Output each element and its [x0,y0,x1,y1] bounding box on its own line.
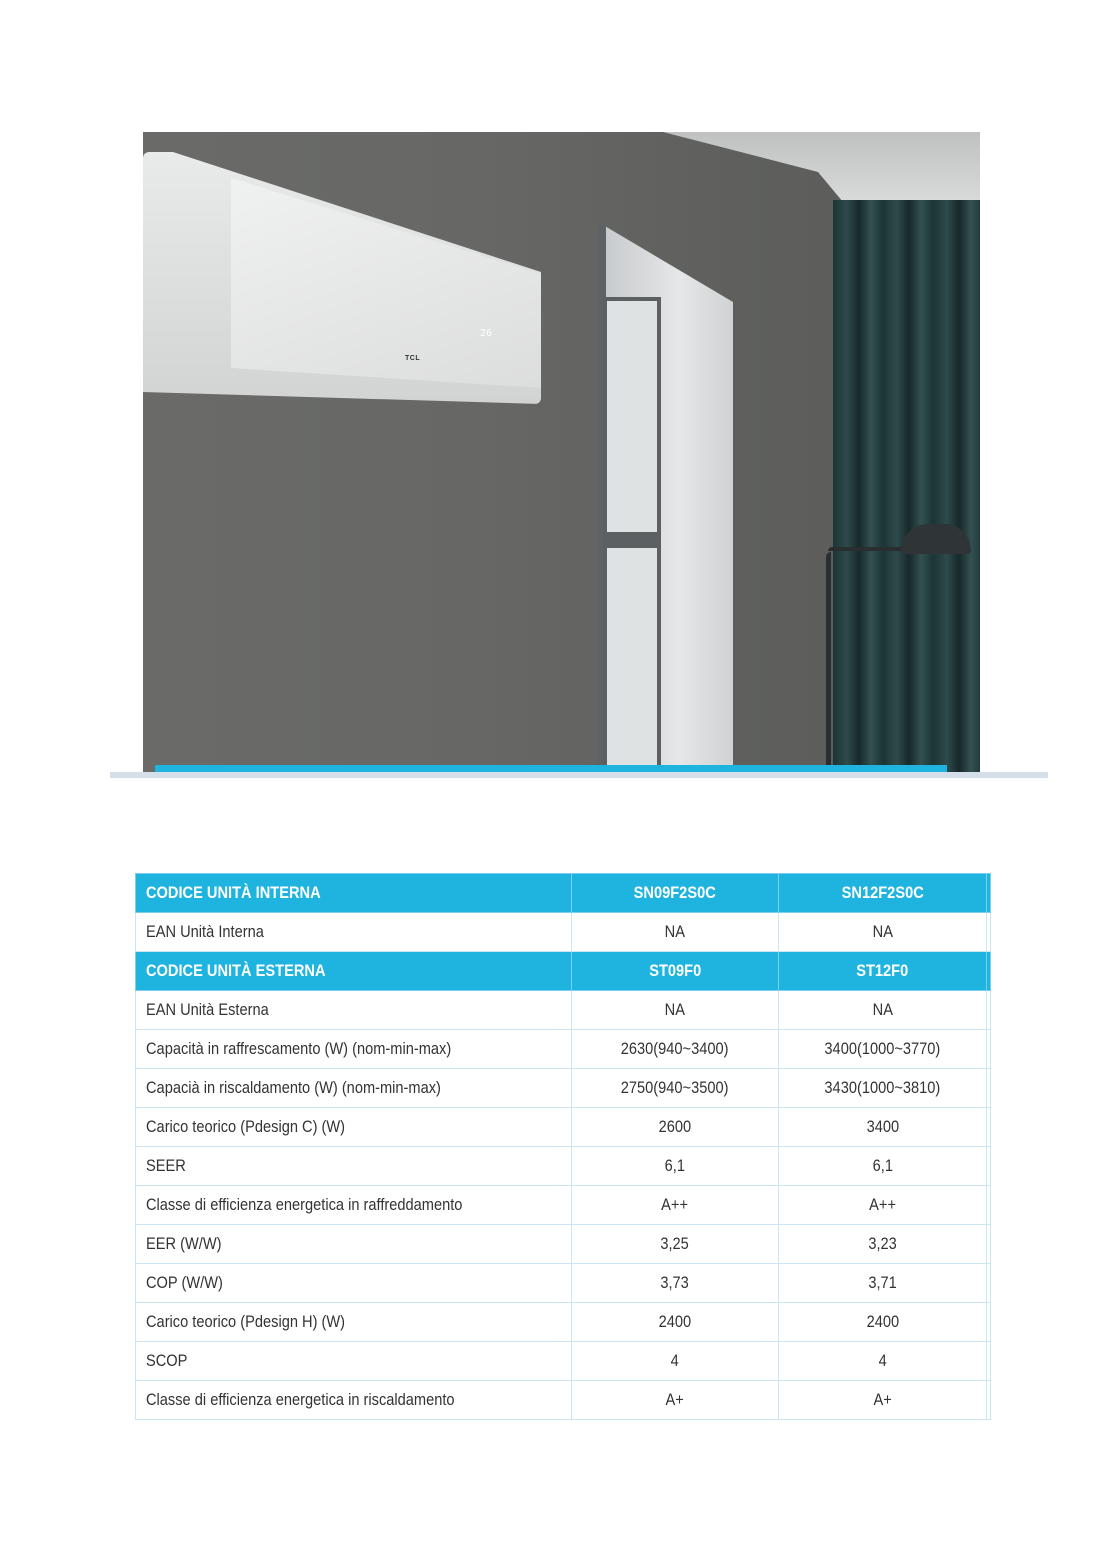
row-label [136,1069,572,1108]
tcl-logo: TCL [405,355,421,362]
table-edge-cell [987,1264,991,1303]
model-1-value [572,1342,779,1381]
model-1-value [572,991,779,1030]
model-1-value [572,874,779,913]
model-1-value [572,952,779,991]
table-edge-cell [987,1147,991,1186]
product-photo [143,132,980,772]
table-edge-cell [987,991,991,1030]
cell-value: A++ [869,1195,896,1214]
model-1-value [572,1147,779,1186]
row-label [136,1303,572,1342]
row-label-text: SCOP [146,1351,188,1370]
table-row [136,1225,991,1264]
table-edge-cell [987,1342,991,1381]
table-header-row [136,952,991,991]
model-1-value [572,1303,779,1342]
row-label [136,1108,572,1147]
model-2-value [779,1225,987,1264]
cell-value: 3,73 [660,1273,690,1292]
divider-rule [110,772,1048,778]
model-2-value [779,874,987,913]
curtain [833,200,980,772]
cell-value: 2630(940~3400) [621,1039,729,1058]
table-row [136,1381,991,1420]
model-1-value [572,1108,779,1147]
row-label [136,991,572,1030]
model-2-value [779,1069,987,1108]
model-2-value [779,1342,987,1381]
row-label [136,913,572,952]
row-label [136,1186,572,1225]
cell-value: ST09F0 [648,961,702,980]
model-1-value [572,1225,779,1264]
row-label [136,1030,572,1069]
table-edge-cell [987,913,991,952]
cell-value: A++ [661,1195,689,1214]
cell-value: NA [872,922,893,941]
table-edge-cell [987,952,991,991]
table-row [136,1069,991,1108]
air-conditioner-unit [143,152,543,407]
cell-value: 4 [670,1351,680,1370]
cell-value: 2600 [658,1117,692,1136]
cell-value: 3430(1000~3810) [824,1078,941,1097]
cell-value: NA [664,1000,686,1019]
cell-value: NA [872,1000,893,1019]
table-row [136,1030,991,1069]
table-edge-cell [987,1186,991,1225]
table-edge-cell [987,874,991,913]
table-row [136,1342,991,1381]
model-1-value [572,1381,779,1420]
model-2-value [779,1030,987,1069]
model-2-value [779,991,987,1030]
table-row [136,1264,991,1303]
cell-value: 2400 [658,1312,692,1331]
row-label-text: Classe di efficienza energetica in raffreddamento [146,1195,463,1214]
table-row [136,1186,991,1225]
window-transom [603,532,661,548]
model-1-value [572,1186,779,1225]
cell-value: A+ [665,1390,685,1409]
table-edge-cell [987,1108,991,1147]
cell-value: 2750(940~3500) [621,1078,729,1097]
cell-value: 6,1 [872,1156,893,1175]
row-label-text: Carico teorico (Pdesign H) (W) [146,1312,346,1331]
row-label-text: EER (W/W) [146,1234,222,1253]
row-label [136,1381,572,1420]
row-label-text: CODICE UNITÀ INTERNA [146,883,321,902]
cell-value: 2400 [866,1312,899,1331]
model-1-value [572,1264,779,1303]
cell-value: 3,23 [868,1234,897,1253]
model-2-value [779,1303,987,1342]
table-row [136,1147,991,1186]
row-label [136,1225,572,1264]
cell-value: 3400 [866,1117,899,1136]
floor-lamp-arm [828,547,903,551]
cell-value: SN12F2S0C [841,883,924,902]
cell-value: NA [664,922,686,941]
cell-value: 4 [878,1351,887,1370]
row-label [136,874,572,913]
cell-value: A+ [873,1390,892,1409]
cell-value: 3,25 [660,1234,690,1253]
row-label-text: Capacità in raffrescamento (W) (nom-min-max) [146,1039,452,1058]
table-edge-cell [987,1225,991,1264]
table-edge-cell [987,1030,991,1069]
row-label-text: EAN Unità Esterna [146,1000,269,1019]
table-edge-cell [987,1381,991,1420]
model-2-value [779,1108,987,1147]
row-label-text: COP (W/W) [146,1273,223,1292]
cell-value: SN09F2S0C [633,883,717,902]
row-label [136,1264,572,1303]
table-header-row [136,874,991,913]
model-1-value [572,913,779,952]
table-edge-cell [987,1303,991,1342]
floor-lamp-pole [826,552,831,772]
model-2-value [779,952,987,991]
cell-value: 3,71 [868,1273,897,1292]
model-2-value [779,1186,987,1225]
row-label [136,1342,572,1381]
table-edge-cell [987,1069,991,1108]
model-1-value [572,1069,779,1108]
ac-front-panel [231,178,541,388]
table-row [136,991,991,1030]
cell-value: ST12F0 [856,961,909,980]
row-label-text: EAN Unità Interna [146,922,264,941]
row-label-text: Classe di efficienza energetica in riscaldamento [146,1390,455,1409]
cell-value: 6,1 [664,1156,686,1175]
table-row [136,1108,991,1147]
specs-table [135,873,991,1420]
model-2-value [779,913,987,952]
row-label-text: Carico teorico (Pdesign C) (W) [146,1117,346,1136]
model-1-value [572,1030,779,1069]
row-label [136,1147,572,1186]
ac-temperature-display: 26 [480,328,493,339]
row-label [136,952,572,991]
row-label-text: Capacià in riscaldamento (W) (nom-min-max) [146,1078,441,1097]
model-2-value [779,1264,987,1303]
row-label-text: SEER [146,1156,186,1175]
table-row [136,1303,991,1342]
cell-value: 3400(1000~3770) [824,1039,941,1058]
model-2-value [779,1147,987,1186]
table-row [136,913,991,952]
model-2-value [779,1381,987,1420]
row-label-text: CODICE UNITÀ ESTERNA [146,961,326,980]
